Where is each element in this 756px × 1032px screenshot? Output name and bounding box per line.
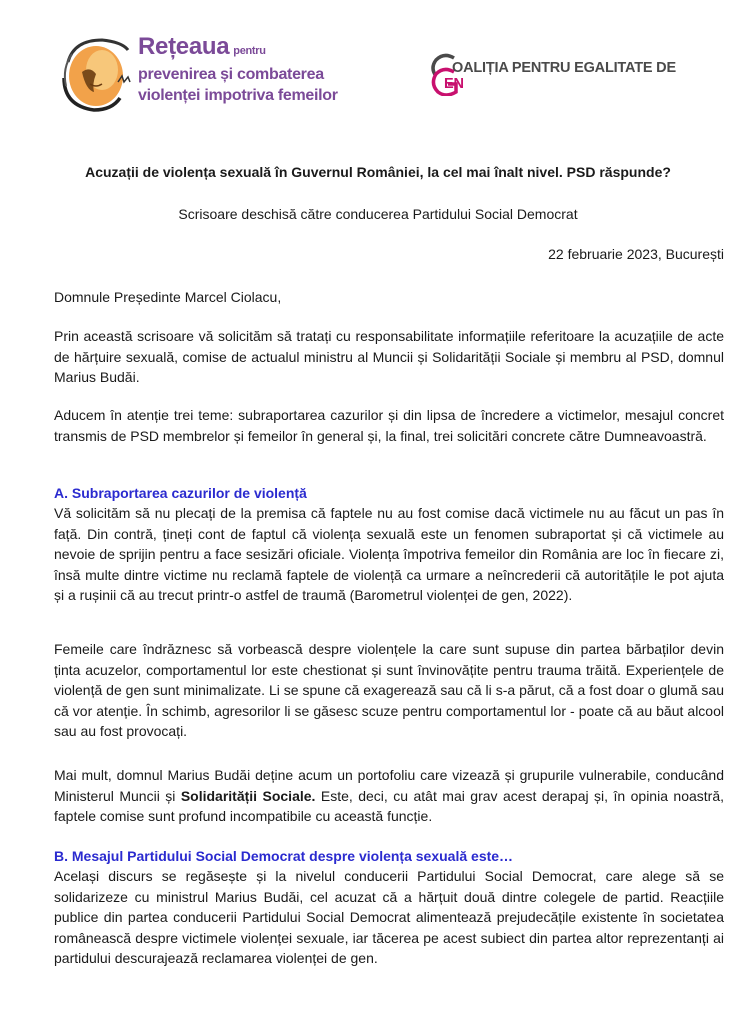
section-a (54, 483, 724, 606)
themes-paragraph: Aducem în atenție trei teme: subraportarea cazurilor și din lipsa de încredere a victimelor, mesajul concret transmis de PSD membrelor și femeilor în general și, la final, trei solicitări concrete către Dumneavoastră. (54, 407, 724, 444)
coalitia-line-1: OALIȚIA PENTRU EGALITATE DE (452, 60, 676, 76)
retea-title-suffix: pentru (233, 45, 266, 57)
themes-paragraph-block (54, 405, 724, 446)
letter-date-place: 22 februarie 2023, București (548, 246, 724, 262)
retea-line-2: prevenirea și combaterea (138, 66, 324, 83)
section-a-paragraph-2-block (54, 639, 724, 742)
intro-paragraph-block (54, 326, 724, 388)
section-a-paragraph-3-part-1: Mai mult, domnul Marius Budăi deține acum un portofoliu care vizează și grupurile vulnerabile, conducând Ministerul Muncii și (54, 767, 724, 804)
woman-face-emblem-icon (58, 32, 136, 114)
letter-subtitle: Scrisoare deschisă către conducerea Partidului Social Democrat (178, 206, 578, 222)
intro-paragraph: Prin această scrisoare vă solicităm să tratați cu responsabilitate informațiile referitoare la acuzațiile de acte de hărțuire sexuală, comise de actualul ministru al Muncii și Solidarității Sociale și membru al PSD, domnul Marius Budăi. (54, 328, 724, 385)
retea-line-3: violenței impotriva femeilor (138, 87, 338, 104)
section-b-paragraph-1: Același discurs se regăsește și la nivelul conducerii Partidului Social Democrat, care alege să se solidarizeze cu ministrul Marius Budăi, cel acuzat că a hărțuit două dintre colegele de partid. Reacțiile publice din partea conducerii Partidului Social Democrat alimentează prejudecățile existente în societatea românească despre victimele violenței sexuale, iar tăcerea pe acest subiect din partea altor reprezentanți ai partidului descurajează reclamarea violenței de gen. (54, 868, 724, 966)
retea-logo (58, 30, 338, 120)
section-a-paragraph-1: Vă solicităm să nu plecați de la premisa că faptele nu au fost comise dacă victimele nu au făcut un pas în față. Din contră, țineți cont de faptul că violența sexuală este un fenomen subraportat și că victimele au nevoie de sprijin pentru a face sesizări oficiale. Violența împotriva femeilor din România are loc în fiecare zi, însă multe dintre victime nu reclamă faptele de violență ca urmare a neîncrederii că autoritățile le pot ajuta și a rușinii că au trecut printr-o astfel de traumă (Barometrul violenței de gen, 2022). (54, 505, 724, 603)
section-a-paragraph-2: Femeile care îndrăznesc să vorbească despre violențele la care sunt supuse din partea bărbaților devin ținta acuzelor, comportamentul lor este chestionat și sunt învinovățite pentru trauma trăită. Experiențele de violență de gen sunt minimalizate. Li se spune că exagerează sau că li s-a părut, că a fost doar o glumă sau că vor atenție. În schimb, agresorilor li se găsesc scuze pentru comportamentul lor - poate că au băut alcool sau au fost provocați. (54, 641, 724, 739)
coalitia-line-2: EN (444, 76, 464, 92)
retea-title: Rețeaua (138, 33, 230, 60)
section-b (54, 846, 724, 969)
section-a-paragraph-3-block (54, 765, 724, 827)
section-b-heading: B. Mesajul Partidului Social Democrat despre violența sexuală este… (54, 848, 514, 864)
coalitia-logo (430, 52, 730, 98)
retea-logo-text (138, 34, 338, 106)
section-a-paragraph-3 (54, 765, 724, 827)
section-a-paragraph-3-bold: Solidarității Sociale. (180, 787, 316, 804)
section-a-paragraph-3-part-2: Este, deci, cu atât mai grav acest derapaj și, în opinia noastră, faptele comise sunt profund incompatibile cu această funcție. (54, 787, 725, 824)
letter-title: Acuzații de violența sexuală în Guvernul României, la cel mai înalt nivel. PSD răspunde? (85, 164, 671, 180)
salutation (54, 287, 724, 308)
section-a-heading: A. Subraportarea cazurilor de violență (54, 485, 307, 501)
salutation-text: Domnule Președinte Marcel Ciolacu, (54, 289, 282, 305)
